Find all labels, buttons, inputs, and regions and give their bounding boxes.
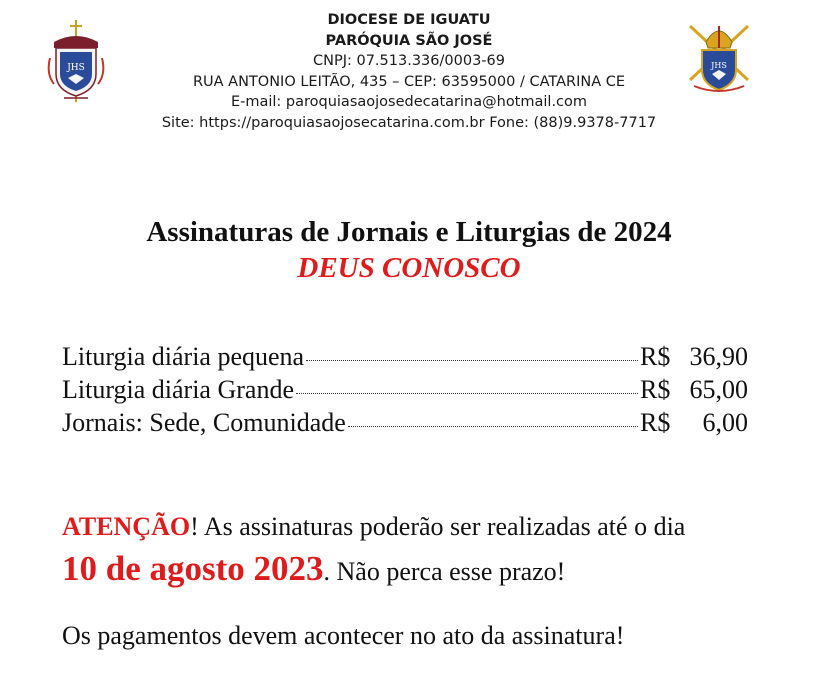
item-price: 36,90 <box>689 342 748 371</box>
price-row <box>62 373 748 406</box>
item-price: 6,00 <box>702 408 748 437</box>
item-label: Liturgia diária pequena <box>62 342 305 371</box>
item-label: Jornais: Sede, Comunidade <box>62 408 346 437</box>
deadline-date: 10 de agosto 2023 <box>62 549 324 588</box>
document-title: Assinaturas de Jornais e Liturgias de 2024 <box>146 216 672 248</box>
letterhead <box>0 10 818 133</box>
price-row <box>62 406 748 439</box>
notice-tail: . Não perca esse prazo! <box>323 557 566 586</box>
item-label: Liturgia diária Grande <box>62 375 294 404</box>
price-row <box>62 340 748 373</box>
dot-leader <box>306 360 638 361</box>
cnpj-line: CNPJ: 07.513.336/0003-69 <box>313 53 505 69</box>
address-line: RUA ANTONIO LEITÃO, 435 – CEP: 63595000 / CATARINA CE <box>192 73 626 90</box>
svg-text:JHS: JHS <box>67 63 85 73</box>
dot-leader <box>348 426 638 427</box>
currency: R$ <box>640 375 671 404</box>
currency: R$ <box>640 408 671 437</box>
currency: R$ <box>640 342 671 371</box>
document-subtitle: DEUS CONOSCO <box>297 252 521 284</box>
site-phone-line: Site: https://paroquiasaojosecatarina.com.br Fone: (88)9.9378-7717 <box>161 114 657 131</box>
item-price: 65,00 <box>689 375 748 404</box>
payment-note: Os pagamentos devem acontecer no ato da assinatura! <box>62 621 625 650</box>
attention-notice <box>62 506 782 593</box>
attention-word: ATENÇÃO <box>62 512 191 541</box>
dot-leader <box>296 393 638 394</box>
email-line: E-mail: paroquiasaojosedecatarina@hotmail.com <box>230 94 588 110</box>
price-list <box>62 340 748 439</box>
notice-text: ! As assinaturas poderão ser realizadas até o dia <box>190 512 686 541</box>
parish-name: PARÓQUIA SÃO JOSÉ <box>325 32 493 49</box>
diocese-name: DIOCESE DE IGUATU <box>327 12 491 28</box>
svg-text:JHS: JHS <box>711 61 727 70</box>
